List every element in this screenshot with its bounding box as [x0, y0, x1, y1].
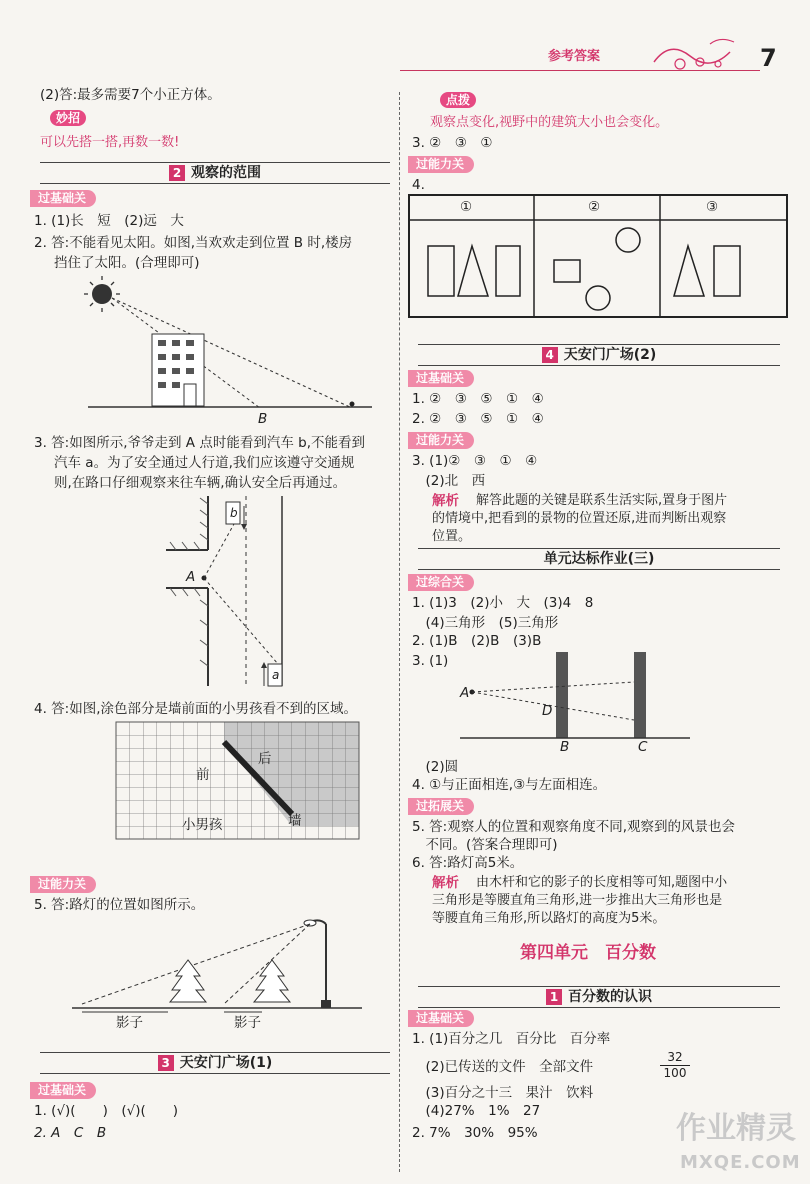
figure-label: B	[258, 411, 268, 427]
table-header: ②	[588, 199, 601, 215]
answer-line: 3. 答:如图所示,爷爷走到 A 点时能看到汽车 b,不能看到	[34, 435, 365, 451]
answer-line: 4.	[412, 177, 425, 193]
answer-line: 1. (1)3 (2)小 大 (3)4 8	[412, 595, 594, 611]
analysis-tag: 解析	[432, 875, 459, 891]
analysis-text: 解答此题的关键是联系生活实际,置身于图片	[476, 493, 728, 508]
exercise-banner: 过能力关	[30, 876, 96, 893]
table-header: ③	[706, 199, 719, 215]
tip-tag: 妙招	[50, 110, 86, 126]
watermark-logo: 作业精灵	[676, 1111, 796, 1146]
tip-text: 可以先搭一搭,再数一数!	[40, 135, 180, 150]
exercise-banner: 过基础关	[408, 1010, 474, 1027]
answer-line: 2. A C B	[34, 1125, 107, 1141]
analysis-tag: 解析	[432, 493, 459, 509]
answer-line: (2)答:最多需要7个小正方体。	[40, 87, 221, 103]
analysis-text: 位置。	[432, 529, 472, 544]
exercise-banner: 过基础关	[30, 1082, 96, 1099]
answer-line: 1. (1)长 短 (2)远 大	[34, 213, 184, 229]
grid-label: 小男孩	[182, 817, 223, 833]
unit-heading: 第四单元 百分数	[520, 943, 656, 963]
page-number: 7	[760, 44, 777, 72]
answer-line: 不同。(答案合理即可)	[412, 837, 558, 853]
answer-line: 1. ② ③ ⑤ ① ④	[412, 391, 544, 407]
figure-label: A	[460, 685, 470, 701]
answer-line: 5. 答:路灯的位置如图所示。	[34, 897, 205, 913]
exercise-banner: 过能力关	[408, 156, 474, 173]
section-title	[418, 344, 780, 366]
shadow-label: 影子	[116, 1015, 143, 1031]
section-title	[40, 162, 390, 184]
grid-label: 墙	[288, 813, 302, 829]
answer-line: 3. (1)	[412, 653, 449, 669]
answer-line: 汽车 a。为了安全通过人行道,我们应该遵守交通规	[54, 455, 355, 471]
fraction-numerator: 32	[660, 1050, 690, 1066]
section-number: 1	[546, 989, 562, 1005]
figure-label: C	[638, 739, 648, 755]
answer-line: 1. (1)百分之几 百分比 百分率	[412, 1031, 611, 1047]
exercise-banner: 过能力关	[408, 432, 474, 449]
car-label: a	[272, 668, 280, 682]
figure-label: B	[560, 739, 570, 755]
answer-line: 3. ② ③ ①	[412, 135, 493, 151]
figure-label: D	[542, 703, 553, 719]
analysis-text: 的情境中,把看到的景物的位置还原,进而判断出观察	[432, 511, 727, 526]
answer-line: 5. 答:观察人的位置和观察角度不同,观察到的风景也会	[412, 819, 736, 835]
answer-line: (2)北 西	[412, 473, 486, 489]
answer-line: 1. (√)( ) (√)( )	[34, 1103, 179, 1119]
section-title-text: 百分数的认识	[568, 989, 652, 1005]
analysis-text: 等腰直角三角形,所以路灯的高度为5米。	[432, 911, 666, 926]
fraction	[660, 1050, 690, 1081]
section-title-text: 天安门广场(2)	[563, 347, 657, 363]
grid-label: 前	[196, 767, 210, 783]
exercise-banner: 过综合关	[408, 574, 474, 591]
hint-tag: 点拨	[440, 92, 476, 108]
section-title	[40, 1052, 390, 1074]
exercise-banner: 过基础关	[30, 190, 96, 207]
header-section-title: 参考答案	[548, 49, 601, 64]
answer-line: 3. (1)② ③ ① ④	[412, 453, 538, 469]
answer-line: 4. ①与正面相连,③与左面相连。	[412, 777, 607, 793]
answer-line: (4)27% 1% 27	[412, 1103, 541, 1119]
exercise-banner: 过拓展关	[408, 798, 474, 815]
hint-text: 观察点变化,视野中的建筑大小也会变化。	[430, 115, 669, 130]
answer-line: (4)三角形 (5)三角形	[412, 615, 559, 631]
section-number: 3	[158, 1055, 174, 1071]
analysis-text: 由木杆和它的影子的长度相等可知,题图中小	[476, 875, 728, 890]
answer-line: 挡住了太阳。(合理即可)	[54, 255, 200, 271]
section-title-text: 观察的范围	[191, 165, 261, 181]
section-title-text: 天安门广场(1)	[179, 1055, 273, 1071]
answer-line: 则,在路口仔细观察来往车辆,确认安全后再通过。	[54, 475, 347, 491]
car-label: b	[230, 506, 238, 520]
section-title	[418, 986, 780, 1008]
column-divider	[399, 92, 400, 1172]
grid-label: 后	[258, 751, 272, 767]
answer-line: 2. ② ③ ⑤ ① ④	[412, 411, 544, 427]
answer-line: 4. 答:如图,涂色部分是墙前面的小男孩看不到的区域。	[34, 701, 358, 717]
section-number: 4	[542, 347, 558, 363]
answer-line: (2)圆	[412, 759, 459, 775]
section-number: 2	[169, 165, 185, 181]
table-header: ①	[460, 199, 473, 215]
shadow-label: 影子	[234, 1015, 261, 1031]
fraction-denominator: 100	[663, 1066, 687, 1080]
unit-test-title	[418, 548, 780, 570]
exercise-banner: 过基础关	[408, 370, 474, 387]
answer-line: (3)百分之十三 果汁 饮料	[412, 1085, 594, 1101]
watermark-url: MXQE.COM	[680, 1152, 801, 1173]
figure-label: A	[186, 569, 196, 585]
answer-line: 2. 答:不能看见太阳。如图,当欢欢走到位置 B 时,楼房	[34, 235, 353, 251]
answer-line: (2)已传送的文件 全部文件	[412, 1059, 594, 1075]
answer-line: 2. (1)B (2)B (3)B	[412, 633, 542, 649]
answer-line: 6. 答:路灯高5米。	[412, 855, 524, 871]
unit-test-title-text: 单元达标作业(三)	[543, 551, 655, 567]
analysis-text: 三角形是等腰直角三角形,进一步推出大三角形也是	[432, 893, 723, 908]
answer-line: 2. 7% 30% 95%	[412, 1125, 538, 1141]
